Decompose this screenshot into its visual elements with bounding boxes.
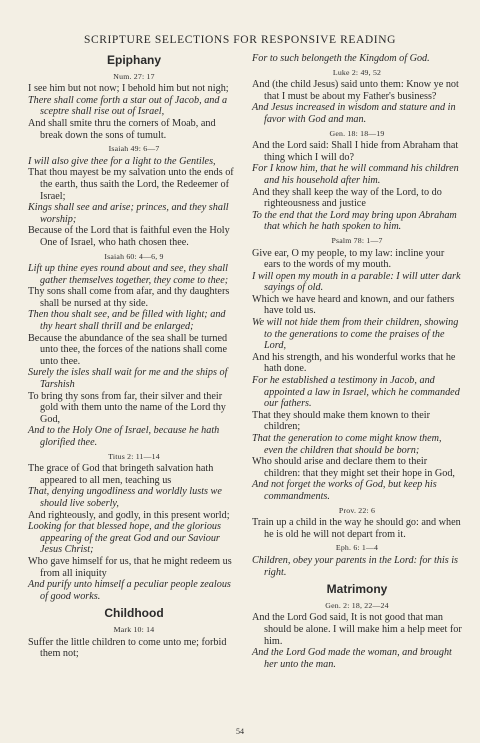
leader-verse: Who gave himself for us, that he might redeem us from all iniquity xyxy=(28,555,232,579)
leader-verse: And (the child Jesus) said unto them: Know ye not that I must be about my Father's business? xyxy=(252,79,459,102)
leader-verse: Thy sons shall come from afar, and thy daughters shall be nursed at thy side. xyxy=(28,286,230,309)
scripture-reference: Prov. 22: 6 xyxy=(338,505,376,515)
scripture-reference: Mark 10: 14 xyxy=(113,624,155,634)
people-response-verse: And Jesus increased in wisdom and stature and in favor with God and man. xyxy=(252,102,456,125)
people-response-verse: That the generation to come might know them, even the children that should be born; xyxy=(252,433,442,456)
people-response-verse: Looking for that blessed hope, and the glorious appearing of the great God and our Saviour Jesus Christ; xyxy=(28,521,221,556)
scripture-reference: Isaiah 49: 6—7 xyxy=(108,144,160,154)
people-response-verse: We will not hide them from their children, showing to the generations to come the praises of the Lord, xyxy=(252,317,459,352)
section-heading: Matrimony xyxy=(326,582,388,597)
section-heading: Epiphany xyxy=(106,53,161,67)
people-response-verse: Kings shall see and arise; princes, and they shall worship; xyxy=(28,202,229,225)
left-column xyxy=(28,53,240,660)
scripture-reference: Isaiah 60: 4—6, 9 xyxy=(104,251,164,261)
scripture-reference: Titus 2: 11—14 xyxy=(108,451,160,461)
people-response-verse: That, denying ungodliness and worldly lusts we should live soberly, xyxy=(28,486,222,509)
people-response-verse: To the end that the Lord may bring upon Abraham that which he hath spoken to him. xyxy=(252,209,457,233)
leader-verse: That thou mayest be my salvation unto the ends of the earth, thus saith the Lord, the Redeemer of Israel; xyxy=(28,167,234,202)
scripture-reference: Gen. 18: 18—19 xyxy=(329,128,385,138)
leader-verse: Because of the Lord that is faithful even the Holy One of Israel, who hath chosen thee. xyxy=(28,225,230,248)
people-response-verse: For he established a testimony in Jacob, and appointed a law in Israel, which he commanded our fathers. xyxy=(252,375,460,410)
leader-verse: The grace of God that bringeth salvation hath appeared to all men, teaching us xyxy=(28,463,214,486)
right-column xyxy=(252,53,462,670)
running-head: SCRIPTURE SELECTIONS FOR RESPONSIVE READING xyxy=(83,34,397,46)
scripture-reference: Luke 2: 49, 52 xyxy=(332,67,382,77)
leader-verse: And his strength, and his wonderful works that he hath done. xyxy=(252,351,456,375)
leader-verse: And shall smite thru the corners of Moab, and break down the sons of tumult. xyxy=(28,117,216,141)
scripture-reference: Psalm 78: 1—7 xyxy=(331,235,383,245)
leader-verse: To bring thy sons from far, their silver and their gold with them unto the name of the Lord thy God, xyxy=(28,390,226,425)
people-response-verse: Lift up thine eyes round about and see, they shall gather themselves together, they come to thee; xyxy=(28,263,229,286)
leader-verse: And they shall keep the way of the Lord, to do righteousness and justice xyxy=(252,186,442,210)
people-response-verse: I will open my mouth in a parable: I will utter dark sayings of old. xyxy=(252,270,461,294)
people-response-verse: There shall come forth a star out of Jacob, and a sceptre shall rise out of Israel, xyxy=(28,94,228,118)
scripture-reference: Eph. 6: 1—4 xyxy=(335,543,379,553)
leader-verse: Because the abundance of the sea shall be turned unto thee, the forces of the nations shall come unto thee. xyxy=(28,332,228,367)
leader-verse: Give ear, O my people, to my law: incline your ears to the words of my mouth. xyxy=(252,247,445,271)
people-response-verse: And the Lord God made the woman, and brought her unto the man. xyxy=(252,647,452,670)
leader-verse: Suffer the little children to come unto me; forbid them not; xyxy=(28,636,227,660)
leader-verse: And the Lord said: Shall I hide from Abraham that thing which I will do? xyxy=(252,140,459,163)
people-response-verse: I will also give thee for a light to the Gentiles, xyxy=(28,155,216,167)
people-response-verse: And to the Holy One of Israel, because he hath glorified thee. xyxy=(28,425,220,448)
people-response-verse: And purify unto himself a peculiar people zealous of good works. xyxy=(28,579,231,602)
leader-verse: Train up a child in the way he should go: and when he is old he will not depart from it. xyxy=(252,517,461,540)
page-number: 54 xyxy=(236,727,244,736)
people-response-verse: Children, obey your parents in the Lord: for this is right. xyxy=(252,554,459,578)
leader-verse: I see him but not now; I behold him but not nigh; xyxy=(28,83,229,95)
scripture-reference: Gen. 2: 18, 22—24 xyxy=(325,600,389,610)
leader-verse: That they should make them known to their children; xyxy=(252,409,430,433)
people-response-verse: For to such belongeth the Kingdom of God. xyxy=(252,53,430,64)
leader-verse: And the Lord God said, It is not good that man should be alone. I will make him a help meet for him. xyxy=(252,612,462,647)
people-response-verse: Then thou shalt see, and be filled with light; and thy heart shall thrill and be enlarged; xyxy=(28,309,226,333)
scripture-reference: Num. 27: 17 xyxy=(113,71,155,81)
leader-verse: Who should arise and declare them to their children: that they might set their hope in God, xyxy=(252,456,455,479)
people-response-verse: And not forget the works of God, but keep his commandments. xyxy=(252,479,437,502)
leader-verse: And righteously, and godly, in this present world; xyxy=(28,509,230,521)
people-response-verse: Surely the isles shall wait for me and the ships of Tarshish xyxy=(28,367,228,391)
people-response-verse: For I know him, that he will command his children and his household after him. xyxy=(252,163,459,186)
leader-verse: Which we have heard and known, and our fathers have told us. xyxy=(252,293,455,317)
section-heading: Childhood xyxy=(104,606,164,621)
